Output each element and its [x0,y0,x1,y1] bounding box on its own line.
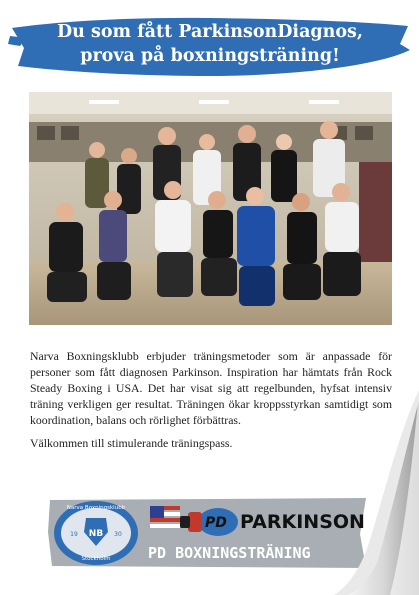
footer-banner-graphic [48,496,368,570]
club-logo-year-right: 30 [114,531,122,538]
club-logo-year-left: 19 [70,531,78,538]
club-logo [54,501,138,565]
bottom-label: PD BOXNINGSTRÄNING [148,544,311,562]
page-curl [330,390,419,595]
club-logo-name: Narva Boxningsklubb [66,505,126,511]
club-logo-mark: NB [88,529,104,539]
title-line-1: Du som fått ParkinsonDiagnos, [57,22,363,42]
welcome-paragraph: Välkommen till stimulerande träningspass. [30,436,233,450]
parkinson-label: PARKINSON [240,511,365,533]
title-line-2: prova på boxningsträning! [80,46,340,66]
page-title [8,20,412,68]
pd-label: PD [205,515,227,531]
intro-paragraph: Narva Boxningsklubb erbjuder träningsmetoder som är anpassade för personer som fått diagnosen Parkinson. Inspiration har hämtats från Rock Steady Boxing i USA. Det har visat sig att regelbunden, hyfsat intensiv träning verkligen ger resultat. Träningen ökar kroppsstyrkan samtidigt som koordination, balans och rörlighet förbättras. [30,349,392,427]
club-logo-city: Stockholm [81,556,111,562]
group-photo [29,92,392,325]
heading-banner [8,14,412,80]
footer-banner [48,496,368,570]
page-curl-graphic [330,390,419,595]
group-photo-illustration [29,92,392,325]
